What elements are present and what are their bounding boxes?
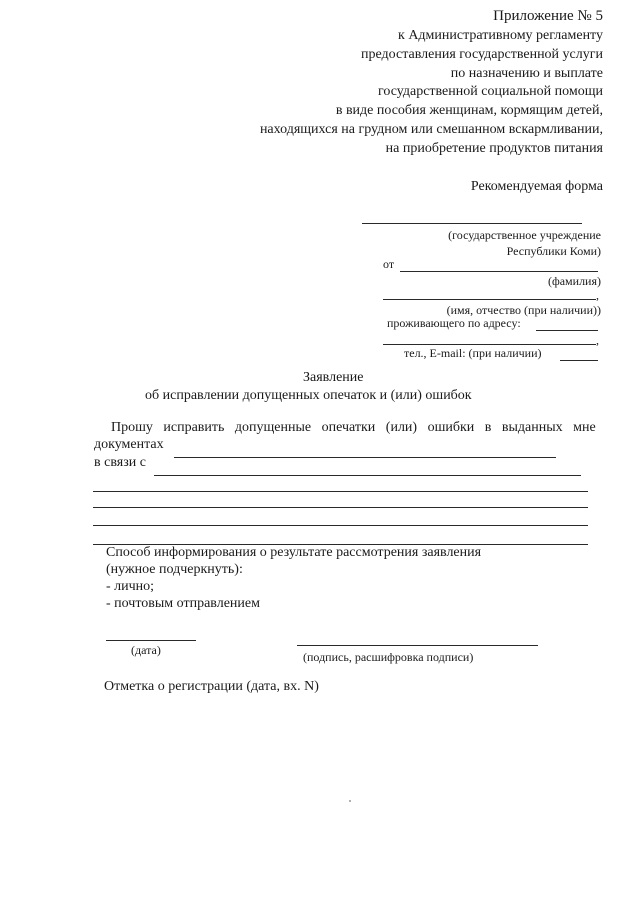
document-title: Заявление [303, 370, 364, 385]
institution-line [362, 223, 582, 224]
info-option-personal: - лично; [106, 579, 155, 594]
date-caption: (дата) [131, 643, 161, 657]
info-method-note: (нужное подчеркнуть): [106, 562, 243, 577]
info-option-mail: - почтовым отправлением [106, 596, 260, 611]
reason-line-3 [93, 507, 588, 508]
registration-mark: Отметка о регистрации (дата, вх. N) [104, 679, 319, 694]
recommended-form-label: Рекомендуемая форма [470, 179, 603, 194]
institution-caption-1: (государственное учреждение [448, 228, 601, 242]
institution-caption-2: Республики Коми) [506, 244, 601, 258]
documents-label: документах [94, 437, 164, 452]
header-line-7: на приобретение продуктов питания [385, 141, 603, 156]
address-comma: , [596, 333, 599, 347]
name-caption: (имя, отчество (при наличии)) [446, 303, 601, 317]
info-method-title: Способ информирования о результате рассмотрения заявления [106, 545, 482, 560]
document-subtitle: об исправлении допущенных опечаток и (или) ошибок [145, 388, 472, 403]
reason-line-1 [154, 475, 581, 476]
signature-line [297, 645, 538, 646]
address-label: проживающего по адресу: [387, 316, 521, 330]
surname-line [400, 271, 598, 272]
header-line-3: по назначению и выплате [450, 66, 603, 81]
contact-line [560, 360, 598, 361]
from-label: от [383, 257, 395, 271]
header-line-6: находящихся на грудном или смешанном вскармливании, [259, 122, 603, 137]
due-to-label: в связи с [94, 455, 146, 470]
reason-line-2 [93, 491, 588, 492]
date-line [106, 640, 196, 641]
header-line-2: предоставления государственной услуги [361, 47, 603, 62]
contact-label: тел., E-mail: (при наличии) [404, 346, 542, 360]
surname-caption: (фамилия) [547, 274, 601, 288]
name-line [383, 299, 596, 300]
address-line-2 [383, 344, 596, 345]
header-line-1: к Административному регламенту [398, 28, 603, 43]
name-comma: , [596, 288, 599, 302]
reason-line-4 [93, 525, 588, 526]
appendix-number: Приложение № 5 [493, 8, 603, 24]
address-line-1 [536, 330, 598, 331]
header-line-5: в виде пособия женщинам, кормящим детей, [335, 103, 603, 118]
scan-speck [349, 800, 351, 802]
request-text-line-1: Прошу исправить допущенные опечатки (или) ошибки в выданных мне [111, 420, 596, 435]
header-line-4: государственной социальной помощи [377, 84, 603, 99]
documents-line [174, 457, 556, 458]
signature-caption: (подпись, расшифровка подписи) [303, 650, 474, 664]
